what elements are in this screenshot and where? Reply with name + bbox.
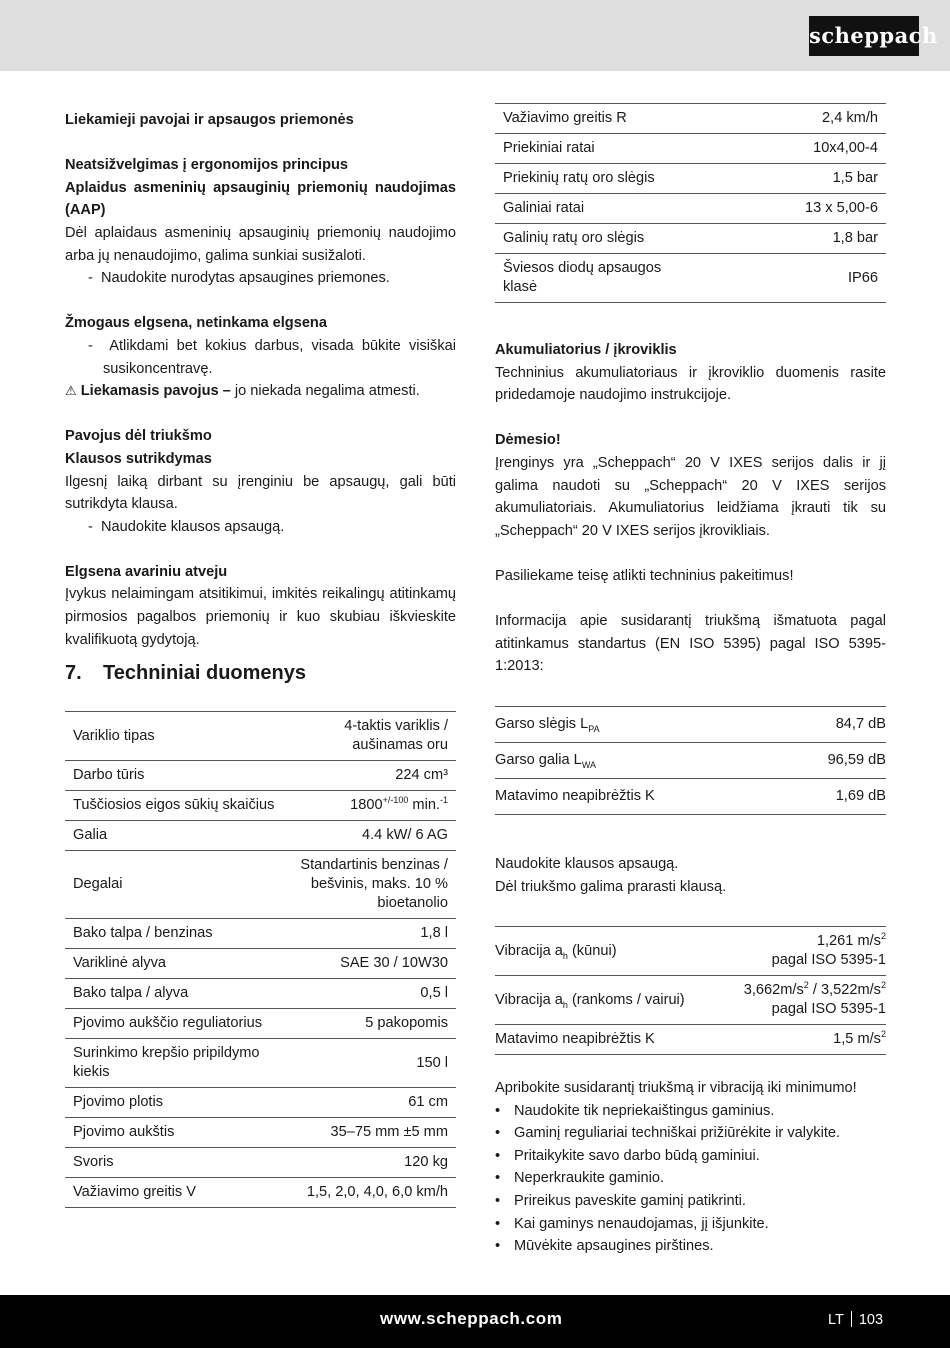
noise-row <box>495 742 886 778</box>
hearing-line-1: Naudokite klausos apsaugą. <box>495 855 679 872</box>
limit-item: • Neperkraukite gaminio. <box>495 1167 886 1190</box>
spec-row <box>65 949 456 979</box>
spec-label: Surinkimo krepšio pripildymo kiekis <box>65 1039 286 1088</box>
limit-item: • Kai gaminys nenaudojamas, jį išjunkite. <box>495 1213 886 1236</box>
spec-value: 35–75 mm ±5 mm <box>286 1118 456 1148</box>
limit-item: • Prireikus paveskite gaminį patikrinti. <box>495 1190 886 1213</box>
rights-text: Pasiliekame teisę atlikti techninius pakeitimus! <box>495 567 794 584</box>
ergonomics-subtitle: Aplaidus asmeninių apsauginių priemonių naudojimas (AAP) <box>65 179 456 219</box>
spec-label: Pjovimo aukštis <box>65 1118 286 1148</box>
spec-row <box>65 851 456 919</box>
spec-value: 1,8 bar <box>695 224 886 254</box>
spec-label: Tuščiosios eigos sūkių skaičius <box>65 791 286 821</box>
spec-label: Variklio tipas <box>65 712 286 761</box>
noise-info-text: Informacija apie susidarantį triukšmą išmatuota pagal atitinkamus standartus (EN ISO 5395) pagal ISO 5395-1:2013: <box>495 613 886 675</box>
vibration-label: Vibracija $a_h$ (rankoms / vairui) <box>495 976 718 1025</box>
right-column <box>495 103 886 1258</box>
behaviour-title: Žmogaus elgsena, netinkama elgsena <box>65 315 327 332</box>
limit-item: • Pritaikykite savo darbo būdą gaminiui. <box>495 1145 886 1168</box>
spec-label: Važiavimo greitis R <box>495 104 695 134</box>
spec-label: Pjovimo plotis <box>65 1088 286 1118</box>
noise-label: Matavimo neapibrėžtis K <box>495 778 781 814</box>
spec-row <box>65 919 456 949</box>
noise-text: Ilgesnį laiką dirbant su įrenginiu be apsaugų, gali būti sutrikdyta klausa. <box>65 473 456 513</box>
noise-label: Garso galia $L_{WA}$ <box>495 742 781 778</box>
footer-bar <box>0 1295 950 1348</box>
spec-label: Šviesos diodų apsaugos klasė <box>495 254 695 303</box>
spec-row <box>495 164 886 194</box>
spec-row <box>65 791 456 821</box>
noise-value: 1,69 dB <box>781 778 886 814</box>
spec-label: Variklinė alyva <box>65 949 286 979</box>
spec-row <box>65 1118 456 1148</box>
vibration-label: Vibracija $a_h$ (kūnui) <box>495 927 718 976</box>
spec-row <box>65 821 456 851</box>
limit-item: • Mūvėkite apsaugines pirštines. <box>495 1235 886 1258</box>
attention-text: Įrenginys yra „Scheppach“ 20 V IXES serijos dalis ir jį galima naudoti su „Scheppach“ 20 V IXES serijos akumuliatoriais. Akumuliatorius leidžiama įkrauti tik su „Scheppach“ 20 V IXES serijos įkrovikliais. <box>495 454 886 539</box>
left-column <box>65 109 456 1208</box>
spec-row <box>65 761 456 791</box>
spec-value: 2,4 km/h <box>695 104 886 134</box>
spec-value: 13 x 5,00-6 <box>695 194 886 224</box>
ergonomics-item: - Naudokite nurodytas apsaugines priemones. <box>88 270 390 287</box>
spec-label: Galinių ratų oro slėgis <box>495 224 695 254</box>
tech-specs-table <box>65 711 456 1208</box>
vibration-table <box>495 926 886 1055</box>
spec-value: 4-taktis variklis / aušinamas oru <box>286 712 456 761</box>
page-number: LT 103 <box>828 1312 884 1328</box>
vibration-value: 1,5 $m/s^2$ <box>718 1025 886 1055</box>
attention-title: Dėmesio! <box>495 432 561 449</box>
battery-text: Techninius akumuliatoriaus ir įkroviklio duomenis rasite pridedamoje naudojimo instrukcijoje. <box>495 364 886 404</box>
spec-label: Priekiniai ratai <box>495 134 695 164</box>
noise-title: Pavojus dėl triukšmo <box>65 428 212 445</box>
spec-row <box>65 1148 456 1178</box>
battery-title: Akumuliatorius / įkroviklis <box>495 342 677 358</box>
spec-value: 1,8 l <box>286 919 456 949</box>
spec-row <box>495 194 886 224</box>
spec-value: 224 cm³ <box>286 761 456 791</box>
spec-value: 1,5 bar <box>695 164 886 194</box>
spec-label: Darbo tūris <box>65 761 286 791</box>
spec-row <box>495 104 886 134</box>
spec-value: 61 cm <box>286 1088 456 1118</box>
residual-risk-line: ⚠ Liekamasis pavojus – jo niekada negalima atmesti. <box>65 380 456 403</box>
vibration-row <box>495 976 886 1025</box>
spec-value: Standartinis benzinas / bešvinis, maks. 10 % bioetanolio <box>286 851 456 919</box>
header-bar <box>0 0 950 71</box>
noise-table <box>495 706 886 815</box>
ergonomics-title: Neatsižvelgimas į ergonomijos principus <box>65 157 349 174</box>
spec-label: Galia <box>65 821 286 851</box>
emergency-text: Įvykus nelaimingam atsitikimui, imkitės reikalingų atitinkamų pirmosios pagalbos priemonių ir kuo skubiau iškvieskite kvalifikuotą gydytoją. <box>65 586 456 648</box>
section-heading: 7. Techniniai duomenys <box>65 662 306 685</box>
spec-row <box>65 1039 456 1088</box>
spec-value: SAE 30 / 10W30 <box>286 949 456 979</box>
limit-text: Apribokite susidarantį triukšmą ir vibraciją iki minimumo! <box>495 1080 857 1097</box>
scheppach-logo: scheppach <box>809 16 919 56</box>
spec-label: Pjovimo aukščio reguliatorius <box>65 1009 286 1039</box>
spec-value: 120 kg <box>286 1148 456 1178</box>
spec-label: Degalai <box>65 851 286 919</box>
noise-label: Garso slėgis $L_{PA}$ <box>495 706 781 742</box>
tech-specs-table-continued <box>495 103 886 303</box>
limit-item: • Naudokite tik nepriekaištingus gaminius. <box>495 1100 886 1123</box>
spec-label: Bako talpa / alyva <box>65 979 286 1009</box>
spec-label: Priekinių ratų oro slėgis <box>495 164 695 194</box>
spec-label: Svoris <box>65 1148 286 1178</box>
spec-row <box>65 979 456 1009</box>
warning-triangle-icon: ⚠ <box>65 383 77 399</box>
spec-value: 4.4 kW/ 6 AG <box>286 821 456 851</box>
spec-row <box>495 254 886 303</box>
spec-row <box>65 1009 456 1039</box>
limit-item: • Gaminį reguliariai techniškai prižiūrėkite ir valykite. <box>495 1122 886 1145</box>
vibration-label: Matavimo neapibrėžtis K <box>495 1025 718 1055</box>
spec-row <box>65 712 456 761</box>
limit-list <box>495 1100 886 1258</box>
footer-url[interactable]: www.scheppach.com <box>380 1309 563 1328</box>
spec-value: 5 pakopomis <box>286 1009 456 1039</box>
noise-subtitle: Klausos sutrikdymas <box>65 450 212 467</box>
vibration-value: $3,662m/s^2 / 3,522m/s^2$ pagal ISO 5395-1 <box>718 976 886 1025</box>
noise-value: 96,59 dB <box>781 742 886 778</box>
spec-row <box>65 1178 456 1208</box>
spec-label: Galiniai ratai <box>495 194 695 224</box>
spec-row <box>65 1088 456 1118</box>
spec-label: Bako talpa / benzinas <box>65 919 286 949</box>
spec-value: 150 l <box>286 1039 456 1088</box>
emergency-title: Elgsena avariniu atveju <box>65 563 228 580</box>
spec-value: $1800^{+/-100}$ min.$^{-1}$ <box>286 791 456 821</box>
vibration-value: 1,261 $m/s^2$ pagal ISO 5395-1 <box>718 927 886 976</box>
noise-row <box>495 706 886 742</box>
noise-value: 84,7 dB <box>781 706 886 742</box>
noise-row <box>495 778 886 814</box>
noise-item: - Naudokite klausos apsaugą. <box>88 518 285 535</box>
spec-value: 0,5 l <box>286 979 456 1009</box>
spec-value: IP66 <box>695 254 886 303</box>
vibration-row <box>495 927 886 976</box>
spec-label: Važiavimo greitis V <box>65 1178 286 1208</box>
vibration-row <box>495 1025 886 1055</box>
hearing-line-2: Dėl triukšmo galima prarasti klausą. <box>495 878 727 895</box>
behaviour-item: - Atlikdami bet kokius darbus, visada būkite visiškai susikoncentravę. <box>88 337 456 377</box>
spec-row <box>495 224 886 254</box>
spec-value: 1,5, 2,0, 4,0, 6,0 km/h <box>286 1178 456 1208</box>
residual-risks-title: Liekamieji pavojai ir apsaugos priemonės <box>65 112 354 128</box>
spec-row <box>495 134 886 164</box>
spec-value: 10x4,00-4 <box>695 134 886 164</box>
ergonomics-text: Dėl aplaidaus asmeninių apsauginių priemonių naudojimo arba jų nenaudojimo, galima sunkiai susižaloti. <box>65 224 456 264</box>
